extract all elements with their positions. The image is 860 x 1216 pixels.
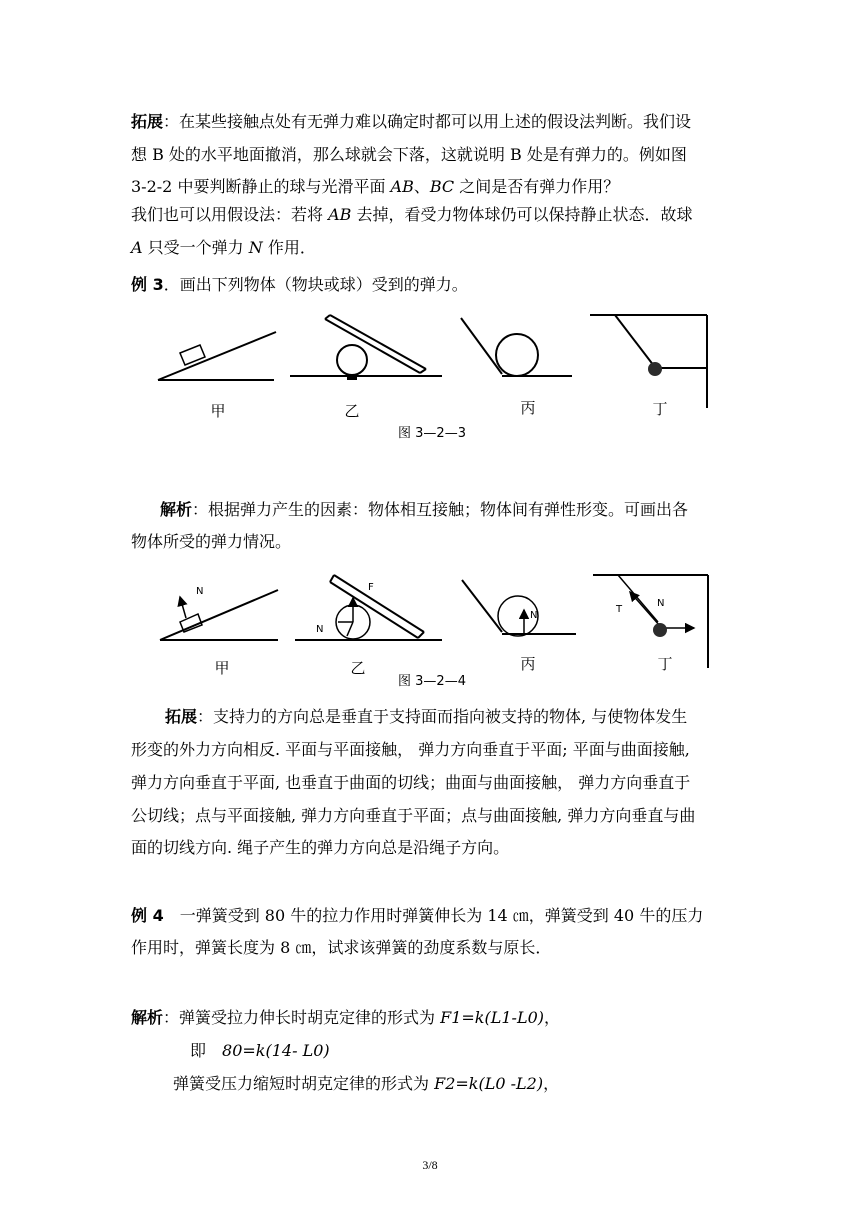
label-expand: 拓展 [131,112,164,131]
paragraph-line [131,205,693,225]
text: 一弹簧受到 80 牛的拉力作用时弹簧伸长为 14 ㎝，弹簧受到 40 牛的压力 [163,906,704,925]
paragraph-line [131,532,291,552]
fig-label: 丁 [657,655,673,673]
text: 、 [413,177,430,196]
paragraph-line [173,1074,559,1094]
label-expand: 拓展 [165,707,198,726]
fig-label: 甲 [214,659,230,677]
fig-label: 丙 [520,655,536,673]
label-analysis: 解析 [131,1008,164,1027]
text: 只受一个弹力 [142,238,249,257]
text: N [248,238,263,257]
fig-label: 乙 [344,402,360,420]
text: 去掉，看受力物体球仍可以保持静止状态．故球 [351,205,693,224]
paragraph-line [131,238,316,258]
figure-caption: 图 3—2—4 [398,674,466,689]
fig-label: 丁 [652,400,668,418]
formula: F1=k(L1-L0) [440,1008,544,1027]
paragraph-line [131,740,690,760]
paragraph-line [131,145,687,165]
paragraph-line [165,707,687,727]
fig-label: 丙 [520,399,536,417]
text: 物体所受的弹力情况。 [131,532,292,551]
fig-label: 乙 [350,659,366,677]
label-analysis: 解析 [160,500,193,519]
label-example: 例 4 [131,906,164,925]
force-label-n: N [657,598,665,609]
example-heading [131,906,703,926]
text: BC [429,177,455,196]
paragraph-line [160,500,688,520]
text: ， [543,1074,560,1093]
figure-caption: 图 3—2—3 [398,426,466,441]
formula: 80=k(14- L0) [222,1041,330,1060]
text: ：根据弹力产生的因素：物体相互接触；物体间有弹性形变。可画出各 [192,500,689,519]
force-label-n: N [530,610,538,621]
label-example: 例 3 [131,275,164,294]
text: ．画出下列物体（物块或球）受到的弹力。 [163,275,468,294]
example-heading [131,275,468,295]
figure-3-2-3 [150,310,720,450]
figure-3-2-4 [150,570,720,700]
paragraph-line [131,806,695,826]
force-label-t: T [616,604,623,615]
paragraph-line [131,1008,560,1028]
text: ：弹簧受拉力伸长时胡克定律的形式为 [163,1008,441,1027]
text: AB [328,205,352,224]
force-label-n: N [196,586,204,597]
paragraph-line [190,1041,330,1061]
force-label-f: F [368,582,374,593]
text: 弹力方向垂直于平面, 也垂直于曲面的切线；曲面与曲面接触， 弹力方向垂直于 [131,773,691,792]
paragraph-line [131,938,551,958]
paragraph-line [131,773,690,793]
text: AB [390,177,414,196]
text: 作用． [262,238,316,257]
text: 公切线；点与平面接触, 弹力方向垂直于平面；点与曲面接触, 弹力方向垂直与曲 [131,806,696,825]
text: 3-2-2 中要判断静止的球与光滑平面 [131,177,391,196]
text: ， [544,1008,561,1027]
page-number: 3/8 [422,1158,438,1172]
text: A [131,238,143,257]
force-label-n: N [316,624,324,635]
text: 面的切线方向. 绳子产生的弹力方向总是沿绳子方向。 [131,838,510,857]
paragraph-line [131,838,509,858]
fig-label: 甲 [210,402,226,420]
paragraph-line [131,177,619,197]
paragraph-line [131,112,691,132]
text: 我们也可以用假设法：若将 [131,205,329,224]
formula: F2=k(L0 -L2) [434,1074,544,1093]
text: ：支持力的方向总是垂直于支持面而指向被支持的物体, 与使物体发生 [197,707,688,726]
text: 弹簧受压力缩短时胡克定律的形式为 [173,1074,435,1093]
text: 想 B 处的水平地面撤消，那么球就会下落，这就说明 B 处是有弹力的。例如图 [131,145,687,164]
text: ：在某些接触点处有无弹力难以确定时都可以用上述的假设法判断。我们设 [163,112,692,131]
text: 即 [190,1041,223,1060]
text: 形变的外力方向相反. 平面与平面接触， 弹力方向垂直于平面; 平面与曲面接触, [131,740,690,759]
text: 之间是否有弹力作用？ [454,177,620,196]
text: 作用时，弹簧长度为 8 ㎝，试求该弹簧的劲度系数与原长． [131,938,552,957]
